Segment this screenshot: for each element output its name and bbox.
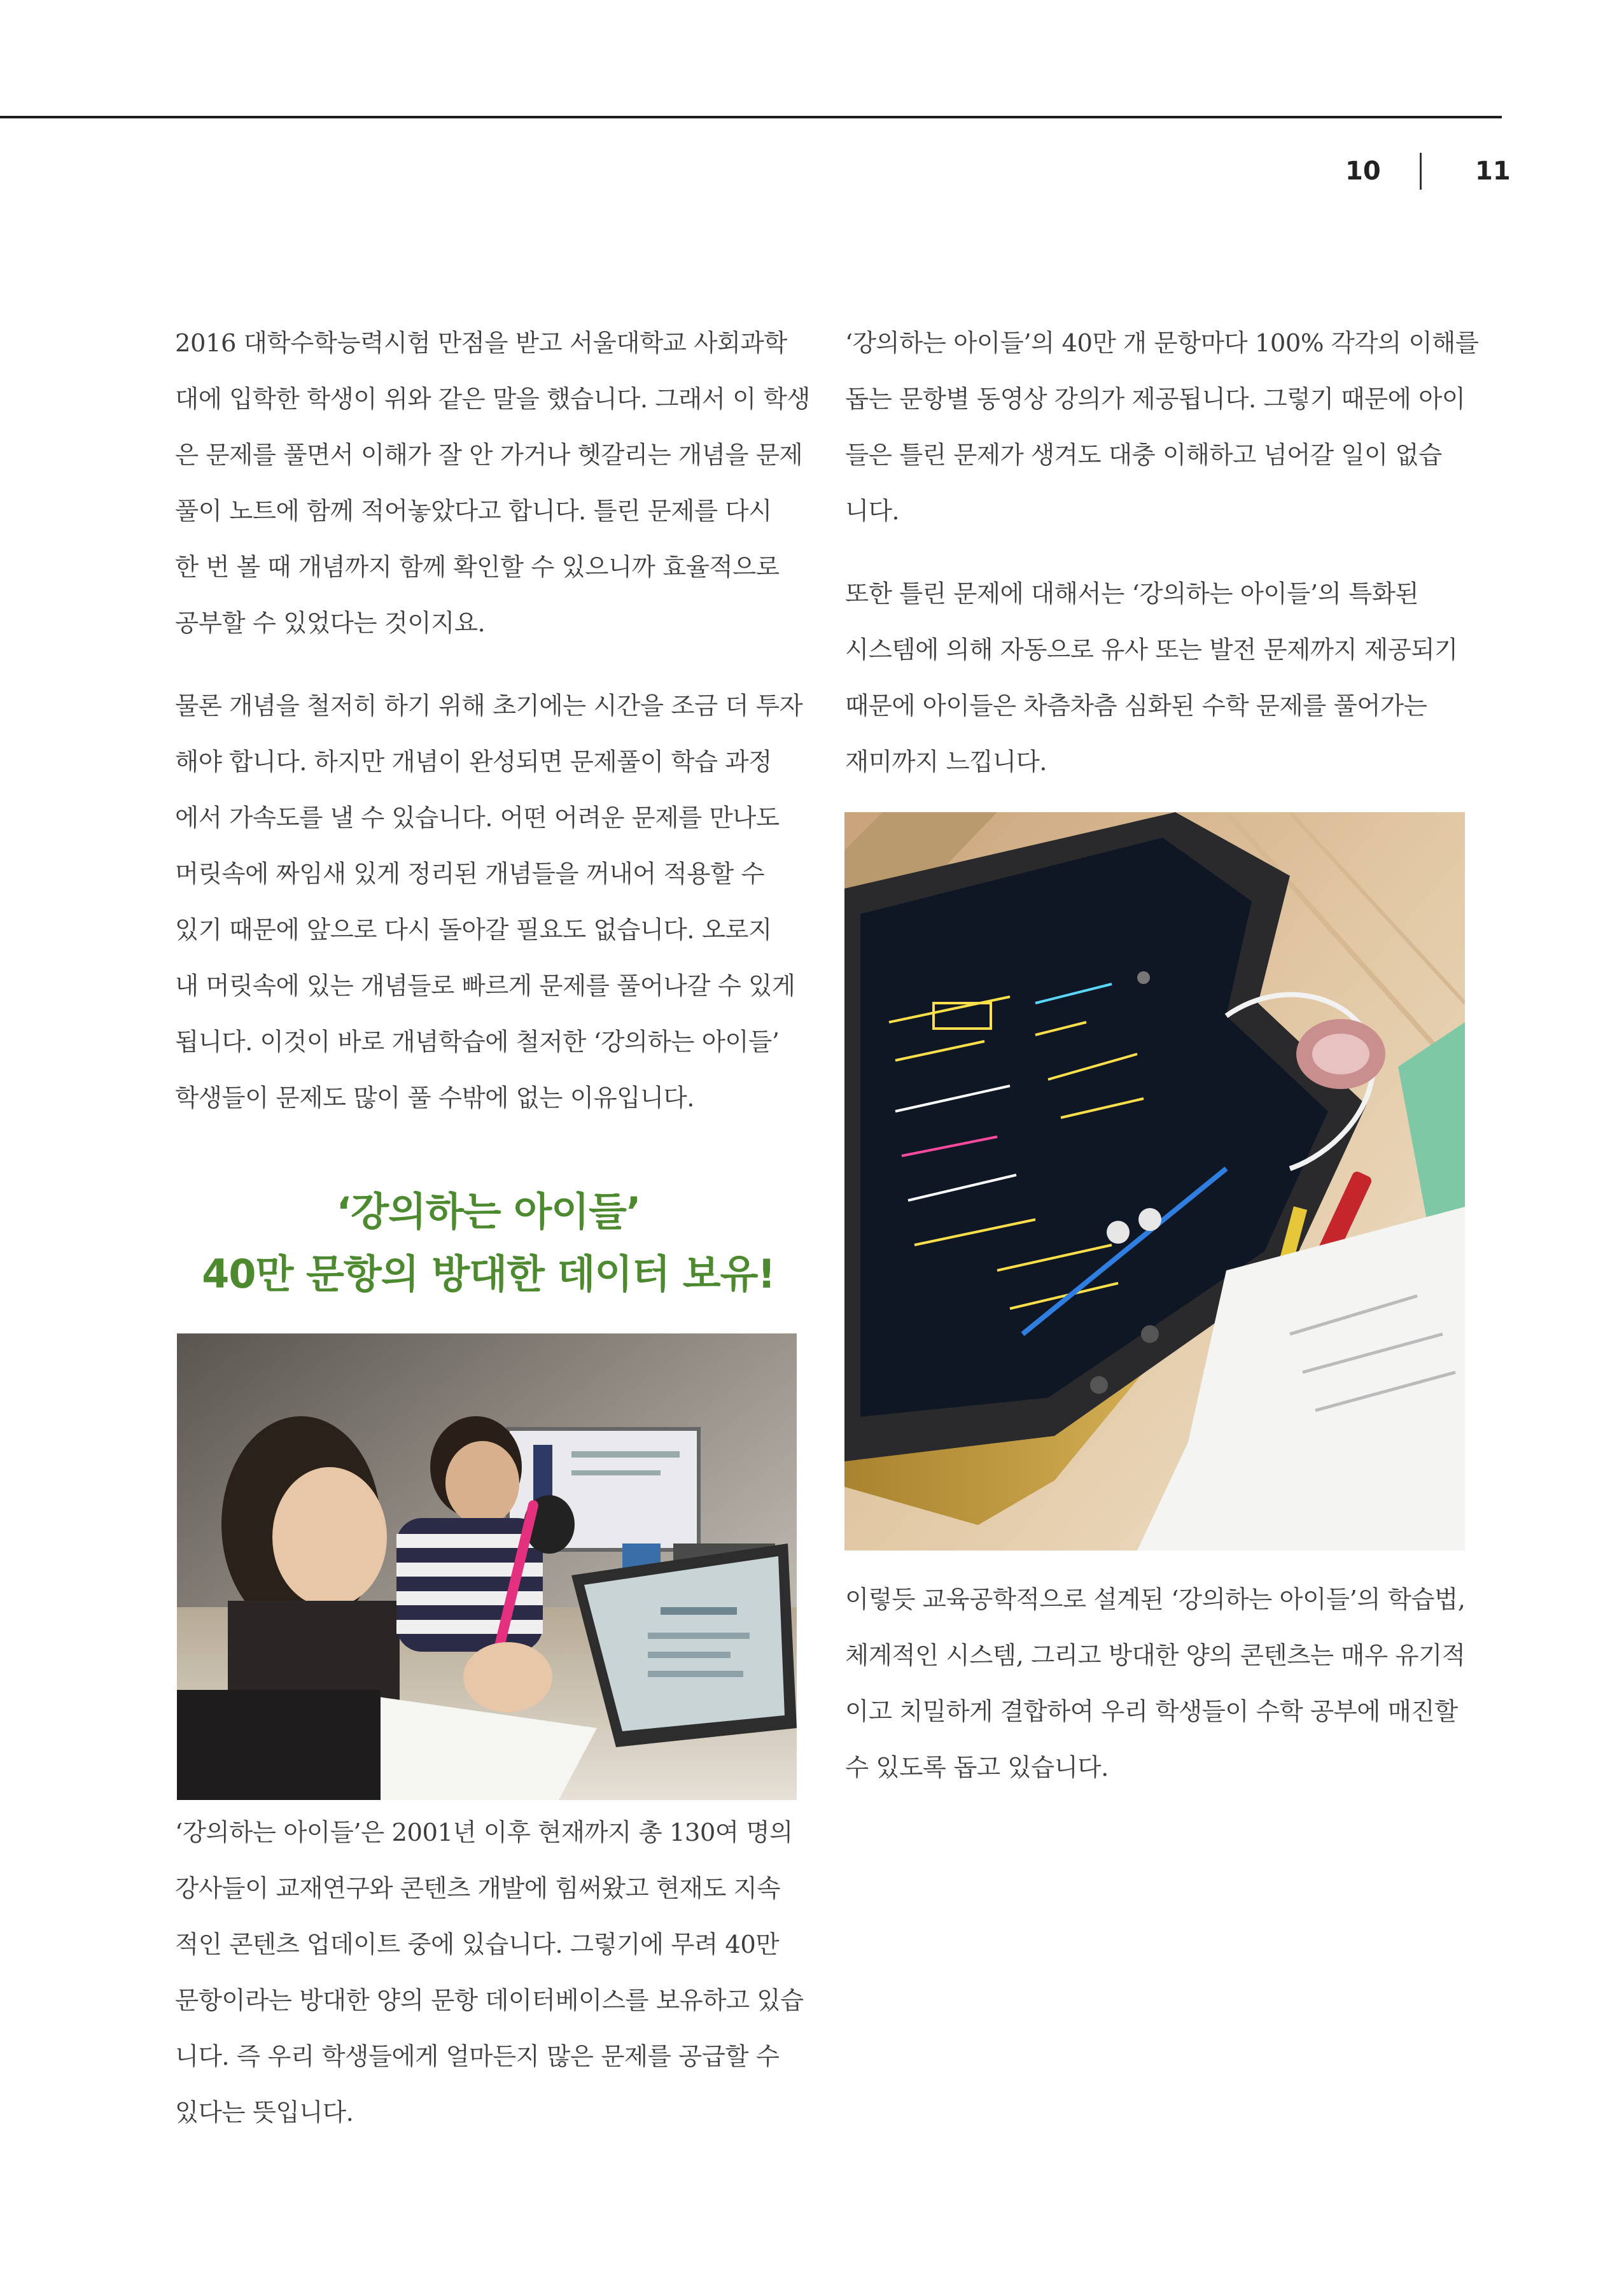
text-line: 학생들이 문제도 많이 풀 수밖에 없는 이유입니다. bbox=[175, 1084, 694, 1113]
page-number-left: 10 bbox=[1345, 157, 1381, 186]
text-line: 또한 틀린 문제에 대해서는 ‘강의하는 아이들’의 특화된 bbox=[845, 580, 1419, 608]
text-line: 풀이 노트에 함께 적어놓았다고 합니다. 틀린 문제를 다시 bbox=[175, 497, 772, 526]
paragraph-concept-learning bbox=[175, 678, 802, 1127]
section-headline bbox=[175, 1181, 802, 1305]
paragraph-database bbox=[175, 1805, 802, 2141]
text-line: 있기 때문에 앞으로 다시 돌아갈 필요도 없습니다. 오로지 bbox=[175, 916, 772, 945]
text-line: 물론 개념을 철저히 하기 위해 초기에는 시간을 조금 더 투자 bbox=[175, 692, 803, 721]
text-line: 수 있도록 돕고 있습니다. bbox=[845, 1754, 1109, 1782]
headline-line: ‘강의하는 아이들’ bbox=[336, 1188, 641, 1235]
text-line: 문항이라는 방대한 양의 문항 데이터베이스를 보유하고 있습 bbox=[175, 1986, 804, 2015]
text-line: 때문에 아이들은 차츰차츰 심화된 수학 문제를 풀어가는 bbox=[845, 692, 1427, 721]
text-line: ‘강의하는 아이들’은 2001년 이후 현재까지 총 130여 명의 bbox=[175, 1818, 793, 1847]
text-line: 체계적인 시스템, 그리고 방대한 양의 콘텐츠는 매우 유기적 bbox=[845, 1642, 1466, 1670]
headline-line: 40만 문항의 방대한 데이터 보유! bbox=[202, 1251, 775, 1297]
text-line: 재미까지 느낍니다. bbox=[845, 748, 1047, 777]
paragraph-suneung-story bbox=[175, 316, 810, 652]
text-line: 니다. bbox=[845, 497, 900, 526]
text-line: 됩니다. 이것이 바로 개념학습에 철저한 ‘강의하는 아이들’ bbox=[175, 1028, 780, 1057]
page-numbers bbox=[1324, 153, 1515, 191]
classroom-photo bbox=[177, 1333, 797, 1800]
paragraph-summary bbox=[845, 1572, 1472, 1796]
text-line: 2016 대학수학능력시험 만점을 받고 서울대학교 사회과학 bbox=[175, 329, 787, 358]
text-line: 시스템에 의해 자동으로 유사 또는 발전 문제까지 제공되기 bbox=[845, 636, 1458, 664]
text-line: 공부할 수 있었다는 것이지요. bbox=[175, 609, 486, 638]
text-line: 적인 콘텐츠 업데이트 중에 있습니다. 그렇기에 무려 40만 bbox=[175, 1930, 780, 1959]
text-line: 강사들이 교재연구와 콘텐츠 개발에 힘써왔고 현재도 지속 bbox=[175, 1874, 781, 1903]
text-line: 이고 치밀하게 결합하여 우리 학생들이 수학 공부에 매진할 bbox=[845, 1698, 1458, 1726]
text-line: 해야 합니다. 하지만 개념이 완성되면 문제풀이 학습 과정 bbox=[175, 748, 772, 777]
text-line: 돕는 문항별 동영상 강의가 제공됩니다. 그렇기 때문에 아이 bbox=[845, 385, 1466, 414]
text-line: ‘강의하는 아이들’의 40만 개 문항마다 100% 각각의 이해를 bbox=[845, 329, 1479, 358]
tablet-photo bbox=[844, 812, 1465, 1550]
text-line: 머릿속에 짜임새 있게 정리된 개념들을 꺼내어 적용할 수 bbox=[175, 860, 765, 889]
paragraph-video-lectures bbox=[845, 316, 1479, 540]
page-number-divider bbox=[1420, 153, 1422, 190]
text-line: 이렇듯 교육공학적으로 설계된 ‘강의하는 아이들’의 학습법, bbox=[845, 1585, 1466, 1614]
paragraph-auto-problems bbox=[845, 566, 1472, 791]
text-line: 니다. 즉 우리 학생들에게 얼마든지 많은 문제를 공급할 수 bbox=[175, 2042, 780, 2071]
text-line: 대에 입학한 학생이 위와 같은 말을 했습니다. 그래서 이 학생 bbox=[175, 385, 810, 414]
text-line: 은 문제를 풀면서 이해가 잘 안 가거나 헷갈리는 개념을 문제 bbox=[175, 441, 803, 470]
page-number-right: 11 bbox=[1475, 157, 1511, 186]
text-line: 내 머릿속에 있는 개념들로 빠르게 문제를 풀어나갈 수 있게 bbox=[175, 972, 795, 1001]
header-rule bbox=[0, 116, 1502, 118]
text-line: 에서 가속도를 낼 수 있습니다. 어떤 어려운 문제를 만나도 bbox=[175, 804, 780, 833]
text-line: 한 번 볼 때 개념까지 함께 확인할 수 있으니까 효율적으로 bbox=[175, 553, 780, 582]
text-line: 들은 틀린 문제가 생겨도 대충 이해하고 넘어갈 일이 없습 bbox=[845, 441, 1442, 470]
text-line: 있다는 뜻입니다. bbox=[175, 2099, 354, 2127]
